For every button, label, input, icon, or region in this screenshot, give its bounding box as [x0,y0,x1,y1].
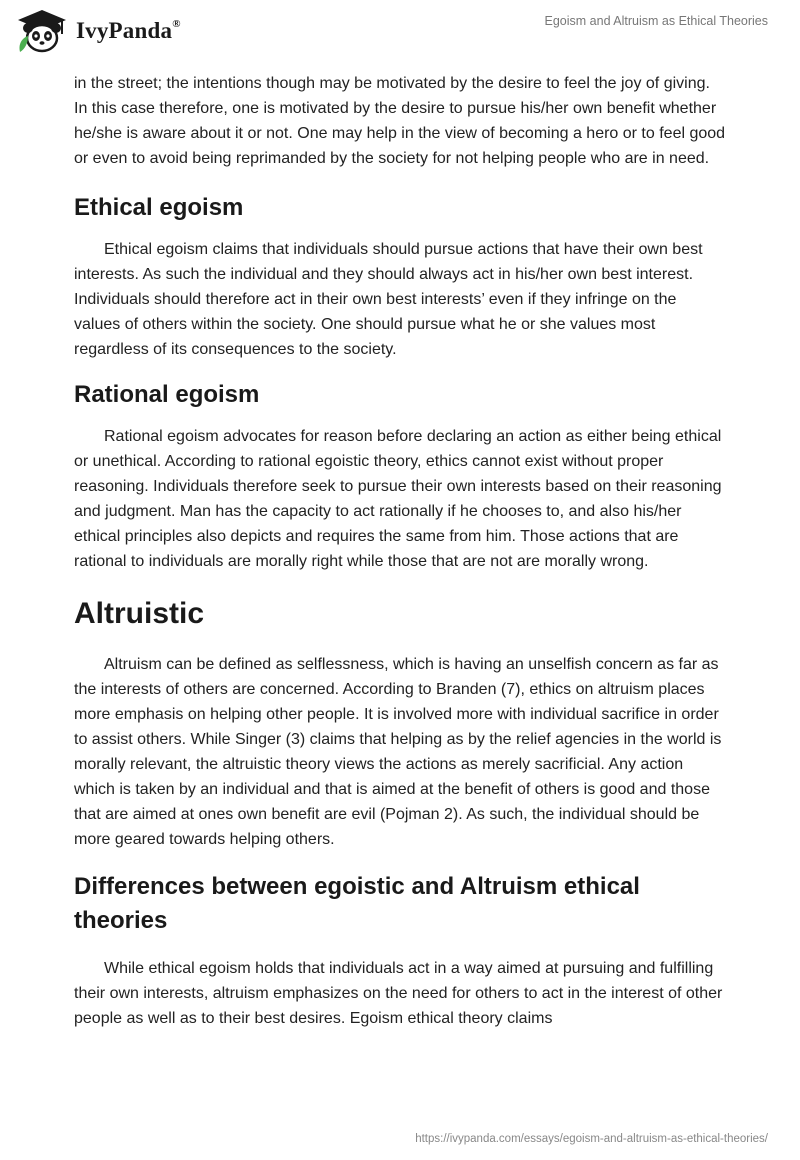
brand-name: IvyPanda® [76,18,181,43]
page-header [0,0,800,70]
rational-egoism-paragraph: Rational egoism advocates for reason before declaring an action as either being ethical or unethical. According to rational egoistic theory, ethics cannot exist without proper reasoning. Individuals therefore seek to pursue their own interests based on their reasoning and judgment. Man has the capacity to act rationally if he chooses to, and also his/her ethical principles also depicts and requires the same from him. Those actions that are rational to individuals are morally right while those that are not are morally wrong. [74,428,722,570]
differences-paragraph: While ethical egoism holds that individuals act in a way aimed at pursuing and fulfilling their own interests, altruism emphasizes on the need for others to act in the interest of other people as well as to their best desires. Egoism ethical theory claims [74,960,723,1027]
intro-paragraph: in the street; the intentions though may be motivated by the desire to feel the joy of giving. In this case therefore, one is motivated by the desire to pursue his/her own benefit whether he/she is aware about it or not. One may help in the view of becoming a hero or to feel good or even to avoid being reprimanded by the society for not helping people who are in need. [74,75,726,167]
source-url[interactable]: https://ivypanda.com/essays/egoism-and-altruism-as-ethical-theories/ [415,1133,768,1145]
altruistic-heading: Altruistic [74,597,205,630]
ethical-egoism-heading: Ethical egoism [74,194,244,221]
logo[interactable] [14,8,181,54]
ethical-egoism-paragraph: Ethical egoism claims that individuals should pursue actions that have their own best interests. As such the individual and they should always act in his/her own best interest. Individuals should therefore act in their own best interests’ even if they infringe on the values of others within the society. One should pursue what he or she values most regardless of its consequences to the society. [74,241,703,358]
rational-egoism-heading: Rational egoism [74,381,260,408]
essay-content [74,71,726,1031]
differences-heading: Differences between egoistic and Altruism ethical theories [74,873,640,934]
panda-logo-icon [14,8,70,54]
document-title: Egoism and Altruism as Ethical Theories [544,14,768,28]
altruistic-paragraph: Altruism can be defined as selflessness, which is having an unselfish concern as far as the interests of others are concerned. According to Branden (7), ethics on altruism places more emphasis on helping other people. It is involved more with individual sacrifice in order to assist others. While Singer (3) claims that helping as by the relief agencies in the world is morally relevant, the altruistic theory views the actions as merely sacrificial. Any action which is taken by an individual and that is aimed at the benefit of others is good and those that are aimed at ones own benefit are evil (Pojman 2). As such, the individual should be more geared towards helping others. [74,656,722,848]
